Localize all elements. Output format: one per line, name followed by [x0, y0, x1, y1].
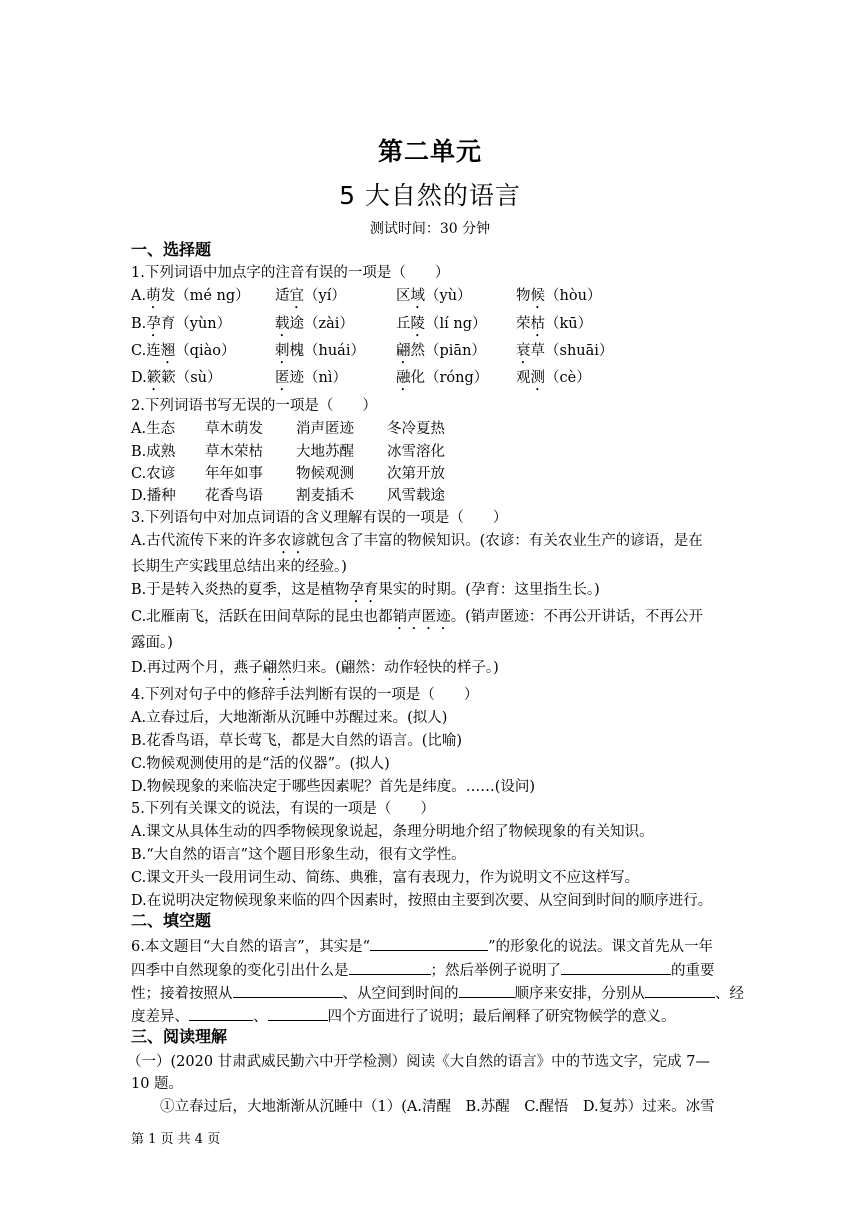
- q1-option-item: 适宜（yí）: [275, 288, 346, 304]
- q2-option-word: 物候观测: [296, 466, 354, 482]
- answer-blank[interactable]: [370, 936, 488, 951]
- q1-option-item: 刺槐（huái）: [275, 343, 365, 359]
- q3-stem: 3.下列语句中对加点词语的含义理解有误的一项是（ ）: [131, 510, 508, 526]
- q3-option-d: D.再过两个月，燕子翩然归来。(翩然：动作轻快的样子。): [131, 660, 499, 676]
- q3-option-b: B.于是转入炎热的夏季，这是植物孕育果实的时期。(孕育：这里指生长。): [131, 582, 600, 598]
- q2-option-word: 年年如事: [205, 466, 263, 482]
- q1-option-item: C.连翘（qiào）: [131, 343, 236, 359]
- section-heading-choice: 一、选择题: [131, 240, 212, 259]
- q1-stem: 1.下列词语中加点字的注音有误的一项是（ ）: [131, 265, 450, 281]
- q3-option-a: A.古代流传下来的许多农谚就包含了丰富的物候知识。(农谚：有关农业生产的谚语，是在: [131, 533, 703, 549]
- page-footer: 第 1 页 共 4 页: [131, 1132, 221, 1147]
- q4-stem: 4.下列对句子中的修辞手法判断有误的一项是（ ）: [131, 687, 479, 703]
- answer-blank[interactable]: [645, 983, 715, 998]
- q5-option-a: A.课文从具体生动的四季物候现象说起，条理分明地介绍了物候现象的有关知识。: [131, 824, 654, 840]
- q3-option-a-cont: 长期生产实践里总结出来的经验。): [131, 559, 347, 575]
- q1-option-item: 丘陵（lí ng）: [396, 316, 487, 332]
- q1-option-item: 荣枯（kū）: [516, 316, 593, 332]
- q3-option-c-cont: 露面。): [131, 635, 173, 651]
- answer-blank[interactable]: [561, 960, 671, 975]
- unit-title: 第二单元: [377, 137, 482, 166]
- lesson-title: 5 大自然的语言: [339, 181, 521, 210]
- q6-line-1: 6.本文题目“大自然的语言”，其实是“ ”的形象化的说法。课文首先从一年: [131, 936, 713, 957]
- q4-option-b: B.花香鸟语，草长莺飞，都是大自然的语言。(比喻): [131, 733, 463, 749]
- q4-option-a: A.立春过后，大地渐渐从沉睡中苏醒过来。(拟人): [131, 710, 448, 726]
- q2-option-word: 冰雪溶化: [387, 444, 445, 460]
- q2-option-word: 草木萌发: [205, 421, 263, 437]
- reading-paragraph-1: ①立春过后，大地渐渐从沉睡中（1）(A.清醒 B.苏醒 C.醒悟 D.复苏）过来。冰雪: [160, 1099, 715, 1115]
- q6-line-2: 四季中自然现象的变化引出什么是 ；然后举例子说明了 的重要: [131, 960, 715, 981]
- q4-option-d: D.物候现象的来临决定于哪些因素呢？首先是纬度。……(设问): [131, 779, 536, 795]
- q1-option-item: D.簌簌（sù）: [131, 370, 222, 386]
- q5-option-d: D.在说明决定物候现象来临的四个因素时，按照由主要到次要、从空间到时间的顺序进行。: [131, 893, 713, 909]
- q1-option-item: 载途（zài）: [275, 316, 354, 332]
- q2-option-label: A.生态: [131, 421, 176, 437]
- q1-option-item: 区域（yù）: [396, 288, 472, 304]
- reading-intro-cont: 10 题。: [131, 1076, 184, 1092]
- q2-option-label: B.成熟: [131, 444, 176, 460]
- q1-option-item: 融化（róng）: [396, 370, 489, 386]
- q1-option-item: 翩然（piān）: [396, 343, 486, 359]
- answer-blank[interactable]: [189, 1006, 253, 1021]
- q2-option-word: 次第开放: [387, 466, 445, 482]
- q6-line-3: 性；接着按照从 、从空间到时间的 顺序来安排，分别从 、经: [131, 983, 744, 1004]
- answer-blank[interactable]: [268, 1006, 328, 1021]
- q2-option-word: 草木荣枯: [205, 444, 263, 460]
- q1-option-item: 观测（cè）: [516, 370, 591, 386]
- answer-blank[interactable]: [459, 983, 515, 998]
- section-heading-reading: 三、阅读理解: [131, 1027, 228, 1046]
- q1-option-item: B.孕育（yùn）: [131, 316, 232, 332]
- q2-option-label: D.播种: [131, 488, 176, 504]
- answer-blank[interactable]: [233, 983, 343, 998]
- q5-stem: 5.下列有关课文的说法，有误的一项是（ ）: [131, 801, 435, 817]
- q1-option-item: 匿迹（nì）: [275, 370, 347, 386]
- answer-blank[interactable]: [349, 960, 431, 975]
- reading-intro: （一）(2020 甘肃武威民勤六中开学检测）阅读《大自然的语言》中的节选文字，完成 7—: [127, 1054, 710, 1070]
- q2-option-word: 割麦插禾: [296, 488, 354, 504]
- q2-option-word: 消声匿迹: [296, 421, 354, 437]
- section-heading-fill: 二、填空题: [131, 911, 212, 930]
- q2-option-word: 花香鸟语: [205, 488, 263, 504]
- q6-line-4: 度差异、 、 四个方面进行了说明；最后阐释了研究物候学的意义。: [131, 1006, 676, 1027]
- test-time: 测试时间：30 分钟: [369, 221, 491, 237]
- q1-option-item: 物候（hòu）: [516, 288, 602, 304]
- q1-option-item: A.萌发（mé ng）: [131, 288, 250, 304]
- q1-option-item: 衰草（shuāi）: [516, 343, 614, 359]
- q2-option-word: 风雪载途: [387, 488, 445, 504]
- q2-option-label: C.农谚: [131, 466, 176, 482]
- q2-option-word: 大地苏醒: [296, 444, 354, 460]
- q3-option-c: C.北雁南飞，活跃在田间草际的昆虫也都销声匿迹。(销声匿迹：不再公开讲话，不再公开: [131, 609, 703, 625]
- q4-option-c: C.物候观测使用的是“活的仪器”。(拟人): [131, 756, 390, 772]
- q5-option-c: C.课文开头一段用词生动、简练、典雅，富有表现力，作为说明文不应这样写。: [131, 870, 640, 886]
- q5-option-b: B.“大自然的语言”这个题目形象生动，很有文学性。: [131, 847, 466, 863]
- q2-stem: 2.下列词语书写无误的一项是（ ）: [131, 398, 377, 414]
- q2-option-word: 冬冷夏热: [387, 421, 445, 437]
